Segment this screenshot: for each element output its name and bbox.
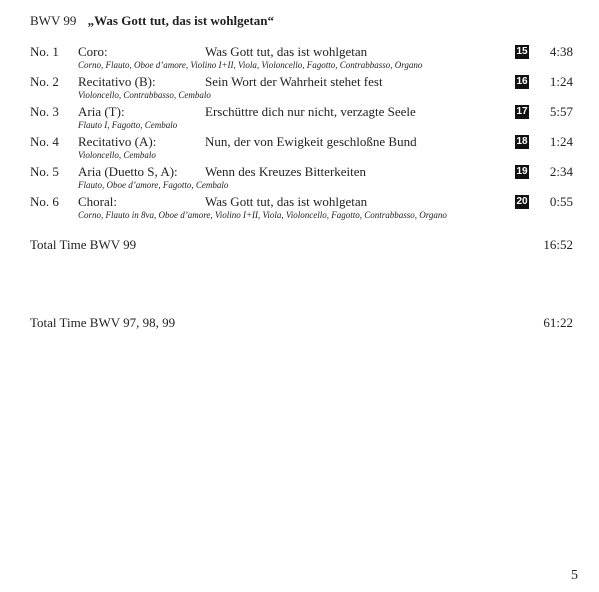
- track-number-badge: 15: [516, 46, 528, 57]
- movement-number: No. 5: [30, 164, 59, 179]
- total-time-label: Total Time BWV 99: [30, 237, 137, 252]
- track-duration: 1:24: [549, 134, 573, 149]
- instrumentation: Violoncello, Contrabbasso, Cembalo: [78, 90, 211, 100]
- track-row: [0, 134, 599, 164]
- track-duration: 0:55: [549, 194, 573, 209]
- total-time-value: 16:52: [543, 237, 573, 252]
- track-duration: 1:24: [549, 74, 573, 89]
- movement-text: Was Gott tut, das ist wohlgetan: [205, 194, 368, 209]
- track-row: [0, 104, 599, 134]
- track-duration: 5:57: [549, 104, 573, 119]
- instrumentation: Corno, Flauto in 8va, Oboe d’amore, Violino I+II, Viola, Violoncello, Fagotto, Contrabbasso, Organo: [78, 210, 447, 220]
- movement-text: Nun, der von Ewigkeit geschloßne Bund: [205, 134, 417, 149]
- cantata-title: „Was Gott tut, das ist wohlgetan“: [87, 13, 274, 28]
- movement-number: No. 2: [30, 74, 59, 89]
- movement-type: Aria (T):: [78, 104, 125, 119]
- track-row: [0, 44, 599, 74]
- movement-type: Recitativo (A):: [78, 134, 157, 149]
- movement-type: Recitativo (B):: [78, 74, 156, 89]
- track-row: [0, 164, 599, 194]
- track-duration: 2:34: [549, 164, 573, 179]
- track-number-badge: 20: [516, 196, 528, 207]
- movement-number: No. 3: [30, 104, 59, 119]
- instrumentation: Flauto, Oboe d’amore, Fagotto, Cembalo: [78, 180, 229, 190]
- movement-text: Sein Wort der Wahrheit stehet fest: [205, 74, 383, 89]
- movement-type: Choral:: [78, 194, 117, 209]
- total-time-label: Total Time BWV 97, 98, 99: [30, 315, 176, 330]
- movement-type: Coro:: [78, 44, 108, 59]
- movement-type: Aria (Duetto S, A):: [78, 164, 178, 179]
- track-duration: 4:38: [549, 44, 573, 59]
- instrumentation: Flauto I, Fagotto, Cembalo: [78, 120, 178, 130]
- movement-number: No. 1: [30, 44, 59, 59]
- track-number-badge: 16: [516, 76, 528, 87]
- cantata-header: [30, 13, 274, 29]
- total-time-value: 61:22: [543, 315, 573, 330]
- movement-text: Was Gott tut, das ist wohlgetan: [205, 44, 368, 59]
- movement-text: Wenn des Kreuzes Bitterkeiten: [205, 164, 367, 179]
- movement-number: No. 4: [30, 134, 59, 149]
- track-number-badge: 18: [516, 136, 528, 147]
- track-number-badge: 17: [516, 106, 528, 117]
- movement-text: Erschüttre dich nur nicht, verzagte Seele: [205, 104, 416, 119]
- track-row: [0, 74, 599, 104]
- track-row: [0, 194, 599, 224]
- page-number: 5: [571, 568, 578, 583]
- movement-number: No. 6: [30, 194, 59, 209]
- bwv-number: BWV 99: [30, 13, 77, 28]
- instrumentation: Corno, Flauto, Oboe d’amore, Violino I+II, Viola, Violoncello, Fagotto, Contrabbasso, Organo: [78, 60, 423, 70]
- instrumentation: Violoncello, Cembalo: [78, 150, 156, 160]
- track-number-badge: 19: [516, 166, 528, 177]
